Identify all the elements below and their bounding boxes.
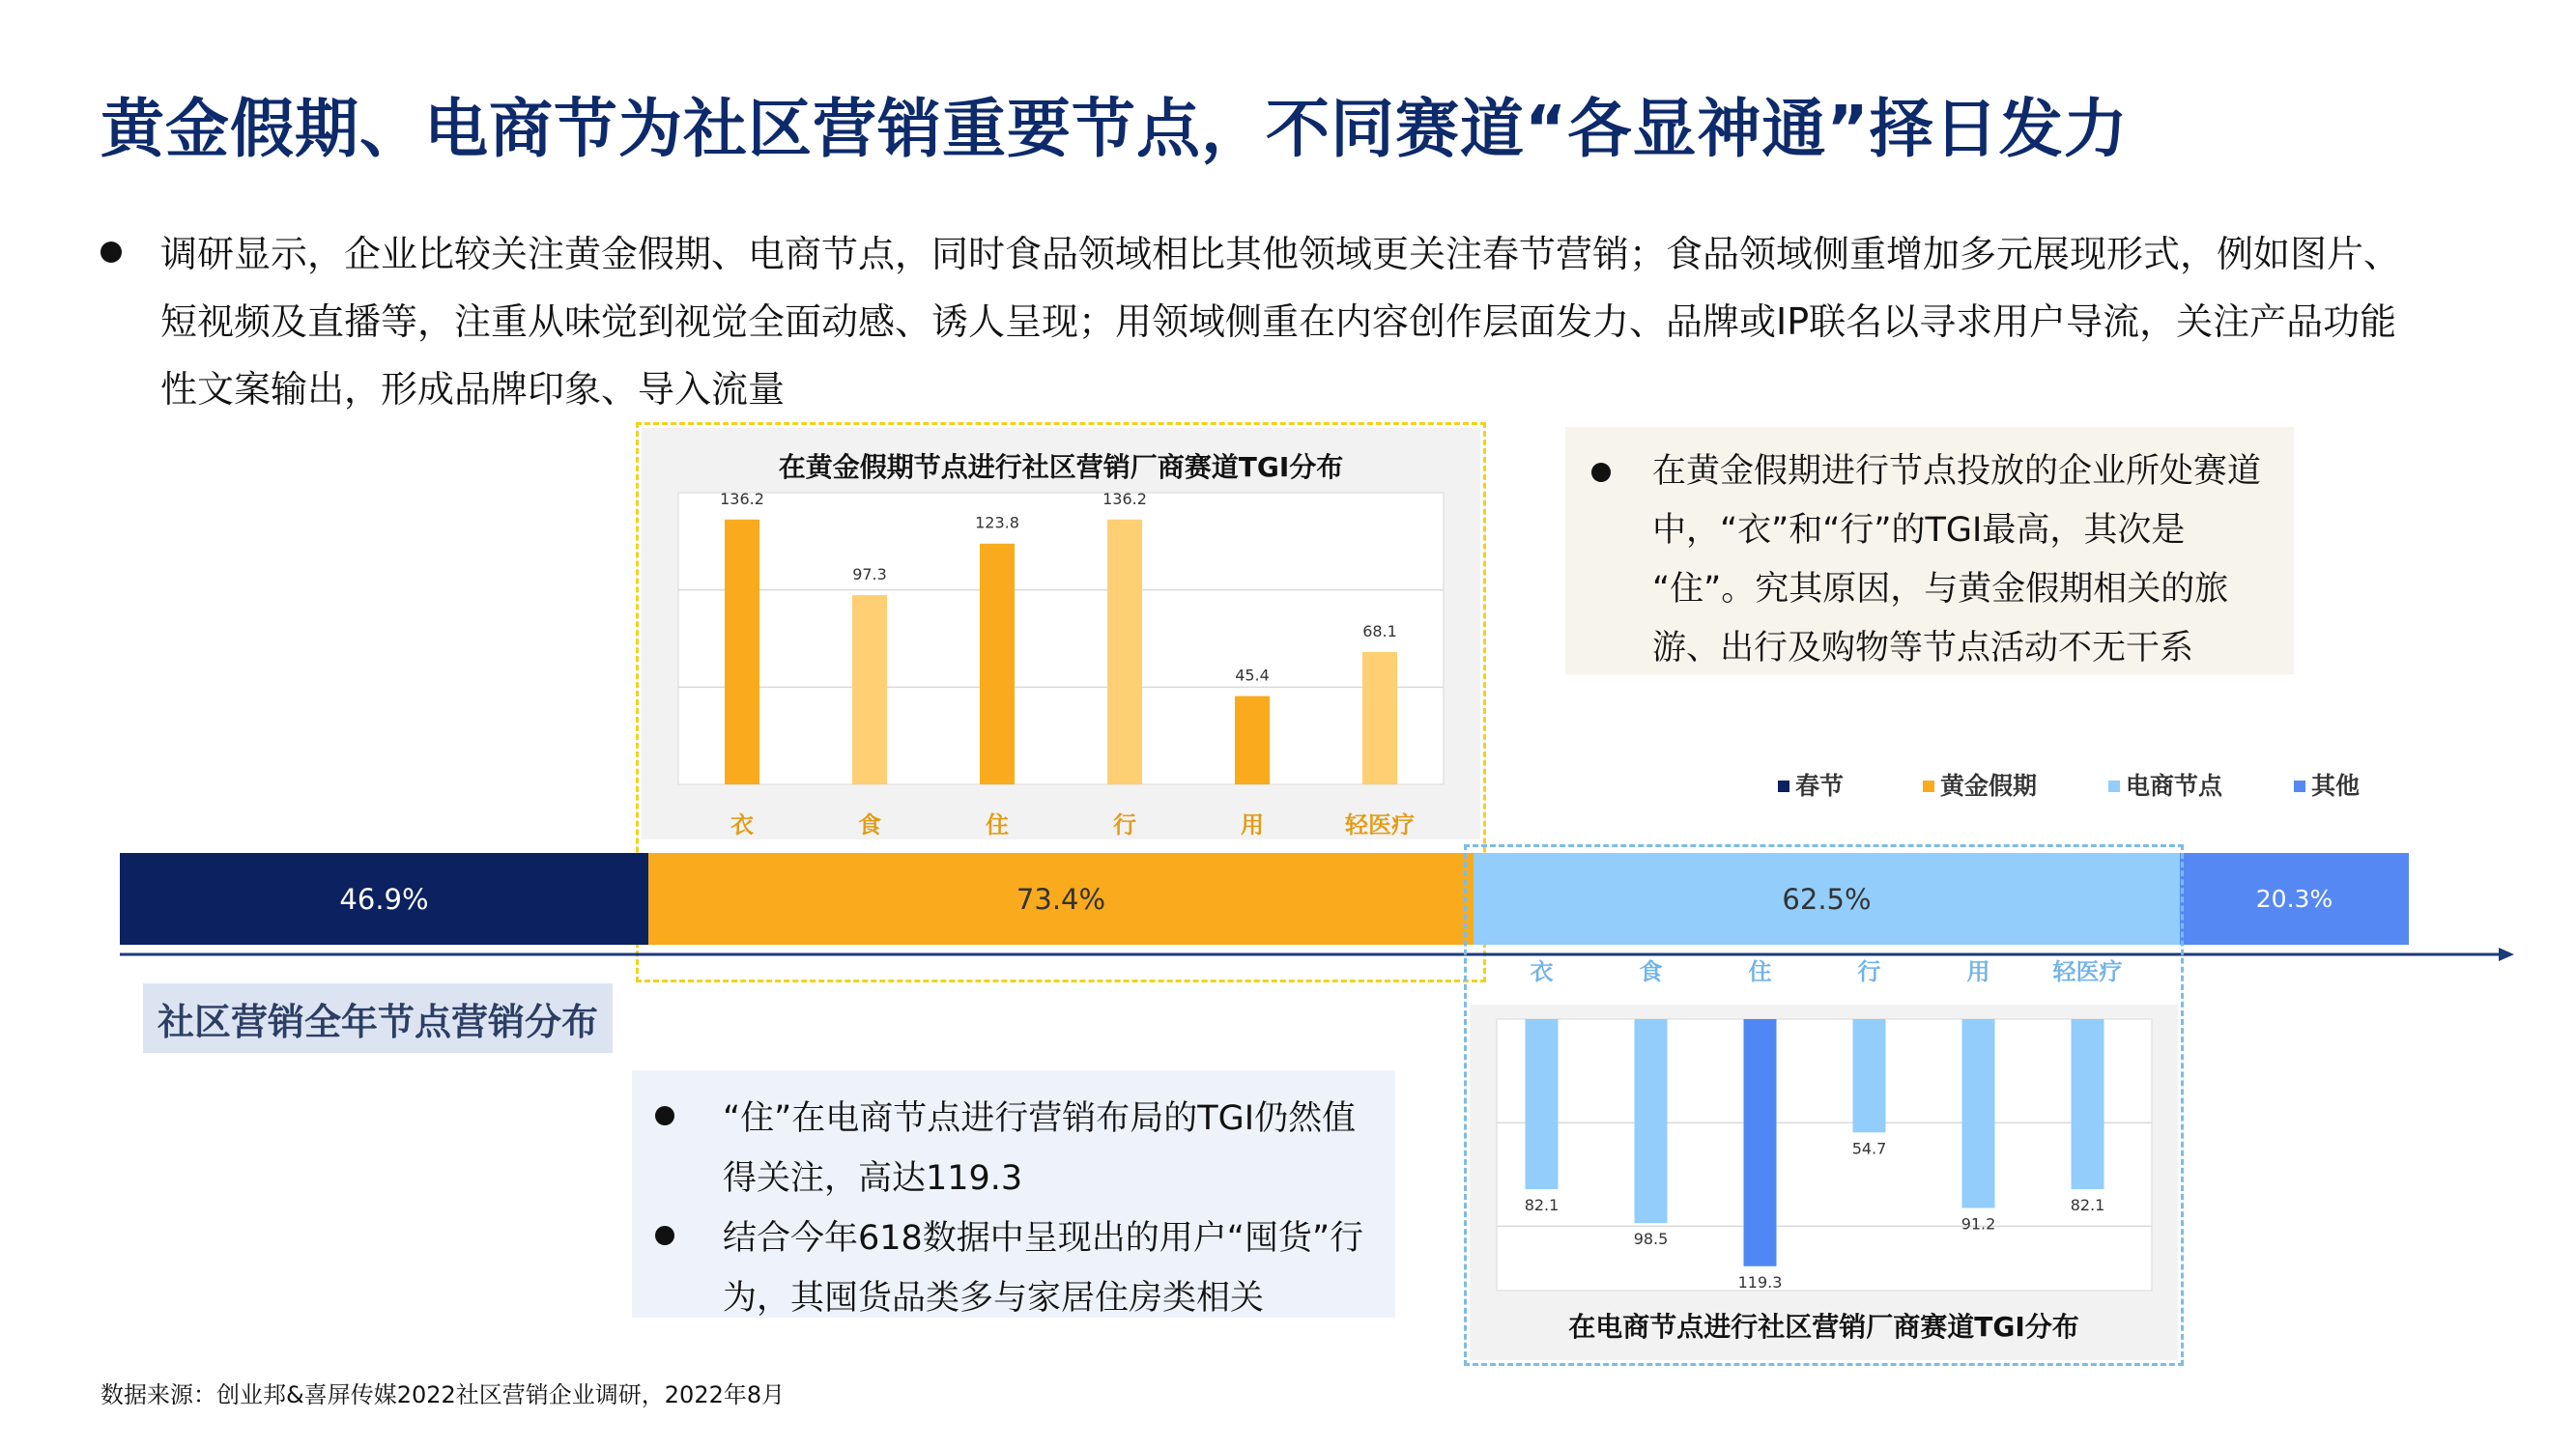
category-label: 食: [858, 811, 881, 838]
data-source-note: 数据来源：创业邦&喜屏传媒2022社区营销企业调研，2022年8月: [100, 1381, 786, 1408]
bullet-icon: [1591, 463, 1611, 482]
segment-value: 62.5%: [1782, 882, 1872, 916]
category-label: 衣: [730, 811, 754, 838]
category-label: 食: [1639, 958, 1663, 985]
page-title: 黄金假期、电商节为社区营销重要节点，不同赛道“各显神通”择日发力: [100, 92, 2129, 166]
legend-swatch: [2294, 781, 2305, 792]
intro-line: 调研显示，企业比较关注黄金假期、电商节点，同时食品领域相比其他领域更关注春节营销；食品领域侧重增加多元展现形式，例如图片、: [160, 233, 2401, 275]
data-label: 82.1: [1524, 1196, 1560, 1215]
gold-holiday-tgi-chart: [642, 483, 1480, 850]
timeline-segment-other: [2180, 853, 2409, 945]
note-line: 得关注，高达119.3: [723, 1159, 1023, 1198]
data-label: 82.1: [2070, 1196, 2105, 1215]
data-label: 136.2: [720, 489, 764, 508]
legend-item: [2108, 767, 2222, 802]
category-label: 行: [1113, 811, 1136, 838]
category-label: 轻医疗: [2052, 958, 2123, 985]
intro-line: 短视频及直播等，注重从味觉到视觉全面动感、诱人呈现；用领域侧重在内容创作层面发力、品牌或IP联名以寻求用户导流，关注产品功能: [160, 300, 2397, 343]
category-label: 住: [1748, 958, 1772, 985]
category-label: 住: [986, 811, 1009, 838]
arrow-head-icon: [2499, 948, 2514, 961]
category-label: 用: [1241, 811, 1264, 838]
category-label: 衣: [1530, 958, 1554, 985]
bullet-icon: [100, 242, 122, 263]
ecommerce-tgi-chart: [1470, 956, 2178, 1299]
note-line: 在黄金假期进行节点投放的企业所处赛道: [1652, 452, 2262, 491]
legend-item: [1778, 767, 1844, 802]
segment-value: 20.3%: [2255, 885, 2333, 913]
gold-holiday-note: [1565, 427, 2294, 674]
data-label: 119.3: [1737, 1272, 1783, 1292]
bar: [1235, 696, 1270, 784]
bar: [1962, 1019, 1995, 1208]
bar: [1635, 1019, 1668, 1223]
bullet-icon: [655, 1226, 674, 1245]
timeline-segment-spring: [120, 853, 648, 945]
legend-label: 其他: [2311, 772, 2361, 800]
ecommerce-chart-title: 在电商节点进行社区营销厂商赛道TGI分布: [1568, 1311, 2079, 1343]
ecommerce-note: [632, 1070, 1395, 1318]
plot-area: [1497, 1019, 2152, 1291]
bullet-icon: [655, 1106, 674, 1125]
legend-label: 电商节点: [2126, 772, 2223, 800]
category-label: 轻医疗: [1345, 811, 1415, 838]
segment-value: 46.9%: [339, 882, 429, 916]
legend-item: [1923, 767, 2037, 802]
data-label: 123.8: [975, 513, 1019, 532]
data-label: 97.3: [852, 565, 887, 584]
bar: [725, 520, 759, 784]
note-line: 为，其囤货品类多与家居住房类相关: [723, 1279, 1265, 1318]
data-label: 45.4: [1235, 666, 1270, 685]
timeline-segment-gold-holiday: [648, 853, 1474, 945]
note-line: 结合今年618数据中呈现出的用户“囤货”行: [723, 1219, 1364, 1258]
bar: [1744, 1019, 1777, 1266]
segment-value: 73.4%: [1016, 882, 1106, 916]
bar: [852, 595, 887, 784]
note-line: 中，“衣”和“行”的TGI最高，其次是: [1652, 511, 2186, 550]
section-label: 社区营销全年节点营销分布: [143, 983, 613, 1053]
legend-item: [2294, 767, 2360, 802]
legend-swatch: [1778, 781, 1789, 792]
legend-label: 春节: [1795, 772, 1845, 800]
data-label: 68.1: [1362, 621, 1397, 640]
legend-label: 黄金假期: [1940, 772, 2038, 800]
gold-holiday-chart-title: 在黄金假期节点进行社区营销厂商赛道TGI分布: [778, 451, 1344, 483]
bar: [1853, 1019, 1886, 1132]
note-line: 游、出行及购物等节点活动不无干系: [1652, 629, 2194, 668]
bar: [1107, 520, 1142, 784]
data-label: 98.5: [1633, 1230, 1669, 1249]
bar: [2072, 1019, 2104, 1189]
category-label: 用: [1966, 958, 1990, 985]
legend-swatch: [1923, 781, 1934, 792]
note-line: “住”在电商节点进行营销布局的TGI仍然值: [723, 1099, 1357, 1138]
bar: [1362, 652, 1397, 784]
plot-area: [678, 493, 1444, 784]
bar: [1526, 1019, 1559, 1189]
data-label: 136.2: [1102, 489, 1147, 508]
data-label: 54.7: [1851, 1139, 1887, 1158]
legend-swatch: [2108, 781, 2120, 792]
note-line: “住”。究其原因，与黄金假期相关的旅: [1652, 570, 2229, 609]
data-label: 91.2: [1961, 1214, 1996, 1234]
intro-line: 性文案输出，形成品牌印象、导入流量: [160, 368, 786, 411]
category-label: 行: [1857, 958, 1881, 985]
bar: [980, 544, 1015, 784]
